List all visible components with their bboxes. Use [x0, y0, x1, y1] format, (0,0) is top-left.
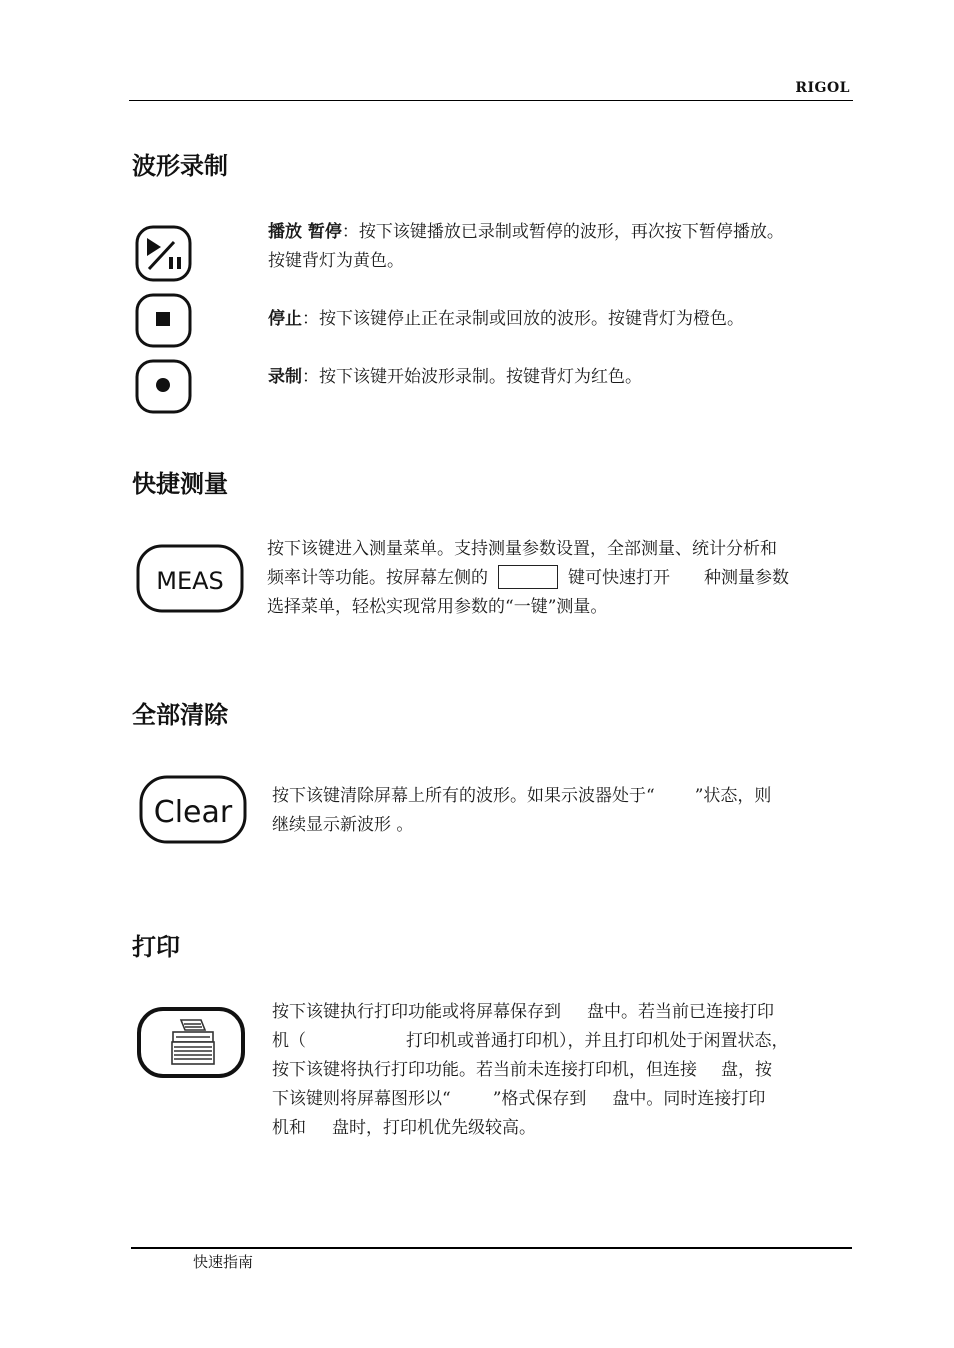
meas-button[interactable]	[135, 543, 247, 615]
play-text-2: 按键背灯为黄色。	[268, 251, 404, 271]
meas-line-1: 按下该键进入测量菜单。支持测量参数设置，全部测量、统计分析和	[267, 539, 777, 559]
footer-text: 快速指南	[193, 1253, 254, 1271]
record-label: 录制	[268, 367, 302, 387]
section-title-print: 打印	[132, 933, 180, 961]
sep: ：	[341, 222, 359, 242]
brand-logo-text: RIGOL	[795, 80, 850, 96]
section-title-clear: 全部清除	[132, 701, 228, 729]
footer-rule	[131, 1247, 852, 1249]
play-pause-icon[interactable]	[134, 224, 194, 284]
play-text-1: 按下该键播放已录制或暂停的波形，再次按下暂停播放。	[358, 222, 784, 242]
meas-button-label: MEAS	[156, 567, 224, 595]
record-text: 按下该键开始波形录制。按键背灯为红色。	[319, 367, 642, 387]
print-line-1a: 按下该键执行打印功能或将屏幕保存到	[272, 1002, 561, 1022]
sep: ：	[302, 309, 319, 329]
clear-button[interactable]	[138, 774, 250, 846]
stop-label: 停止	[268, 309, 302, 329]
clear-button-label: Clear	[153, 795, 233, 830]
meas-line-2b: 键可快速打开	[568, 568, 670, 588]
clear-description	[272, 782, 862, 840]
print-button[interactable]	[136, 1006, 248, 1080]
stop-description	[268, 305, 858, 334]
header-rule	[129, 100, 853, 101]
print-line-3b: 盘，按	[721, 1060, 772, 1080]
play-pause-description	[268, 218, 858, 276]
record-icon[interactable]	[134, 358, 194, 416]
print-line-2a: 机（	[272, 1031, 306, 1051]
sep: ：	[302, 367, 319, 387]
clear-line-1b: ”状态，则	[694, 786, 772, 806]
meas-line-3: 选择菜单，轻松实现常用参数的“一键”测量。	[267, 597, 608, 617]
print-line-3: 按下该键将执行打印功能。若当前未连接打印机，但连接	[272, 1060, 697, 1080]
print-line-1b: 盘中。若当前已连接打印	[587, 1002, 774, 1022]
stop-text: 按下该键停止正在录制或回放的波形。按键背灯为橙色。	[319, 309, 744, 329]
play-pause-label: 播放 暂停	[268, 222, 342, 242]
print-line-2b: 打印机或普通打印机），并且打印机处于闲置状态，	[406, 1031, 789, 1051]
clear-line-1a: 按下该键清除屏幕上所有的波形。如果示波器处于“	[272, 786, 655, 806]
meas-line-2a: 频率计等功能。按屏幕左侧的	[267, 568, 488, 588]
print-line-5b: 盘时，打印机优先级较高。	[332, 1118, 536, 1138]
stop-icon[interactable]	[134, 292, 194, 350]
print-line-4c: 盘中。同时连接打印	[612, 1089, 766, 1109]
meas-line-2c: 种测量参数	[704, 568, 789, 588]
softkey-box	[498, 565, 558, 589]
record-description	[268, 363, 858, 392]
print-line-4a: 下该键则将屏幕图形以“	[272, 1089, 451, 1109]
print-description	[272, 998, 862, 1143]
print-line-5a: 机和	[272, 1118, 306, 1138]
clear-line-2: 继续显示新波形 。	[272, 815, 414, 835]
print-line-4b: ”格式保存到	[492, 1089, 587, 1109]
section-title-meas: 快捷测量	[132, 470, 228, 498]
section-title-record: 波形录制	[132, 152, 228, 180]
meas-description	[267, 535, 857, 622]
